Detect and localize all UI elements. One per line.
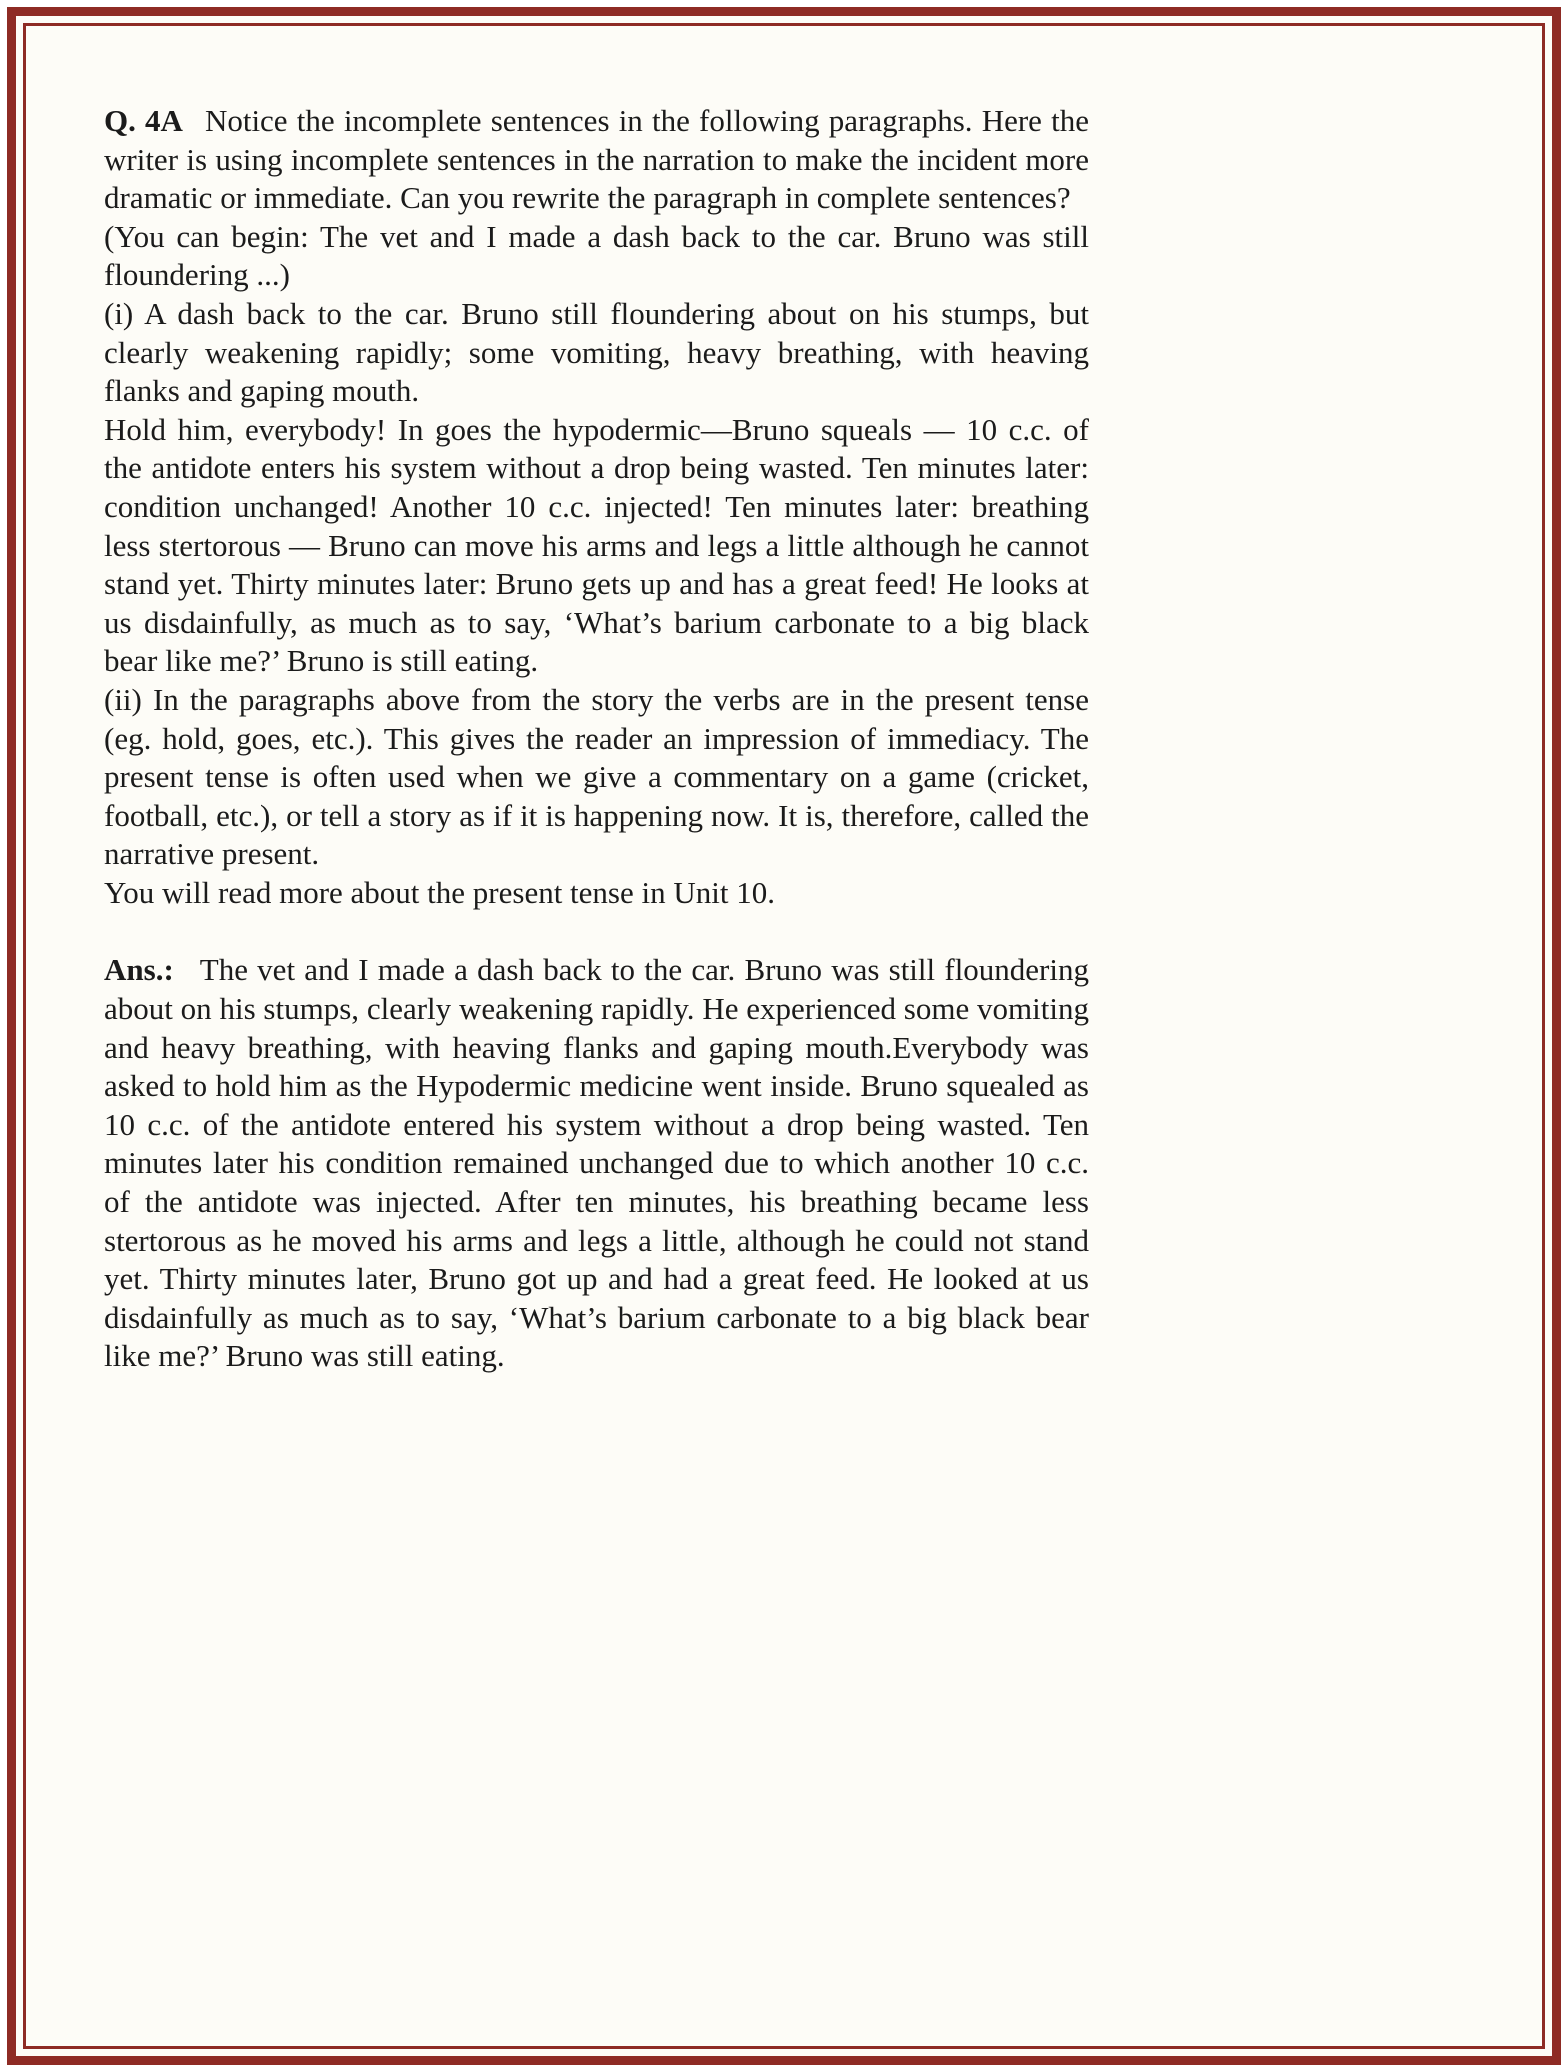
page-content xyxy=(104,102,1089,1376)
page-inner-border xyxy=(23,23,1545,2049)
question-paragraph: (You can begin: The vet and I made a dash back to the car. Bruno was still floundering ...) xyxy=(104,218,1089,293)
question-intro-paragraph xyxy=(104,102,1089,218)
question-paragraph: You will read more about the present tense in Unit 10. xyxy=(104,874,775,910)
question-paragraph: (ii) In the paragraphs above from the story the verbs are in the present tense (eg. hold, goes, etc.). This gives the reader an impression of immediacy. The present tense is often used when we give a commentary on a game (cricket, football, etc.), or tell a story as if it is happening now. It is, therefore, called the narrative present. xyxy=(104,681,1089,872)
answer-text: The vet and I made a dash back to the car. Bruno was still floundering about on his stumps, clearly weakening rapidly. He experienced some vomiting and heavy breathing, with heaving flanks and gaping mouth.Everybody was asked to hold him as the Hypodermic medicine went inside. Bruno squealed as 10 c.c. of the antidote entered his system without a drop being wasted. Ten minutes later his condition remained unchanged due to which another 10 c.c. of the antidote was injected. After ten minutes, his breathing became less stertorous as he moved his arms and legs a little, although he could not stand yet. Thirty minutes later, Bruno got up and had a great feed. He looked at us disdainfully as much as to say, ‘What’s barium carbonate to a big black bear like me?’ Bruno was still eating. xyxy=(104,952,1089,1374)
question-paragraph: (i) A dash back to the car. Bruno still floundering about on his stumps, but clearly weakening rapidly; some vomiting, heavy breathing, with heaving flanks and gaping mouth. xyxy=(104,295,1089,409)
question-paragraph: Hold him, everybody! In goes the hypodermic—Bruno squeals — 10 c.c. of the antidote enters his system without a drop being wasted. Ten minutes later: condition unchanged! Another 10 c.c. injected! Ten minutes later: breathing less stertorous — Bruno can move his arms and legs a little although he cannot stand yet. Thirty minutes later: Bruno gets up and has a great feed! He looks at us disdainfully, as much as to say, ‘What’s barium carbonate to a big black bear like me?’ Bruno is still eating. xyxy=(104,411,1089,679)
page-outer-border xyxy=(7,7,1561,2065)
answer-label: Ans.: xyxy=(104,952,174,988)
answer-paragraph xyxy=(104,951,1089,1376)
question-label: Q. 4A xyxy=(104,103,183,138)
question-intro-text: Notice the incomplete sentences in the following paragraphs. Here the writer is using incomplete sentences in the narration to make the incident more dramatic or immediate. Can you rewrite the paragraph in complete sentences? xyxy=(104,103,1089,216)
